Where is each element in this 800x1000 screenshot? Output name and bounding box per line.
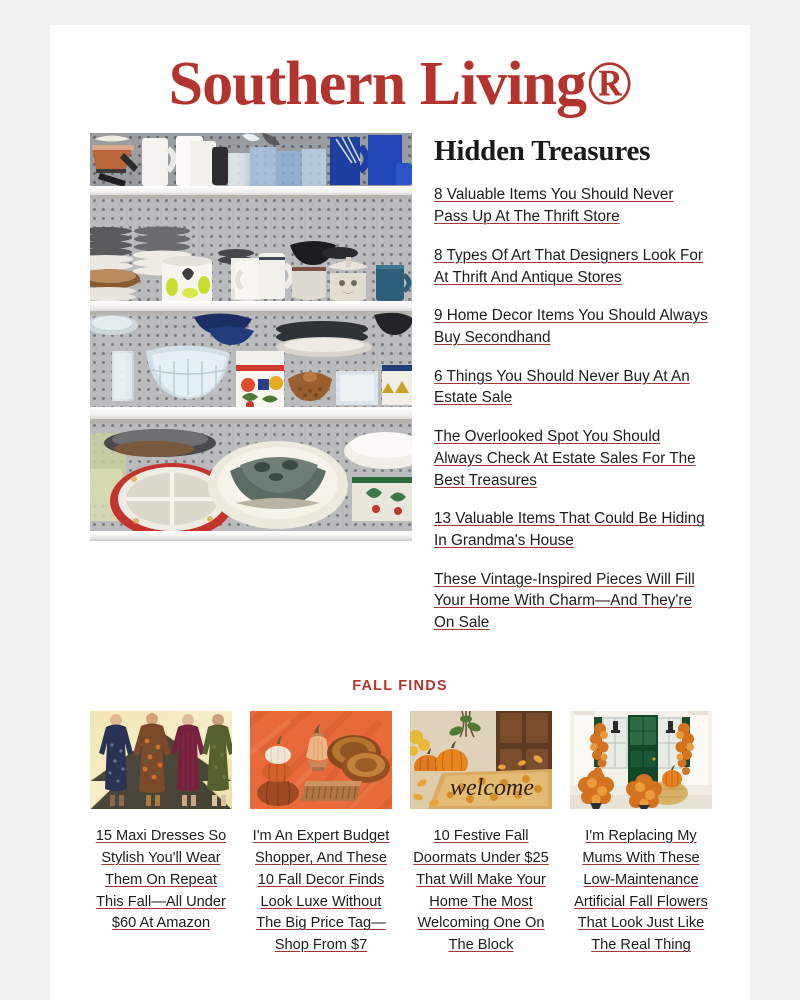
story-link-3[interactable]: 9 Home Decor Items You Should Always Buy Secondhand	[434, 307, 708, 346]
list-item	[434, 366, 710, 409]
fall-finds-link-1[interactable]: 15 Maxi Dresses So Stylish You'll Wear Them On Repeat This Fall—All Under $60 At Amazon	[95, 827, 227, 932]
list-item	[434, 184, 710, 227]
fall-finds-heading: FALL FINDS	[352, 677, 448, 694]
story-link-1[interactable]: 8 Valuable Items You Should Never Pass Up At The Thrift Store	[434, 186, 674, 226]
list-item	[434, 245, 710, 288]
newsletter-body	[50, 25, 750, 1000]
fall-finds-card-2	[250, 711, 392, 957]
fall-decor-finds-image[interactable]	[250, 711, 392, 809]
story-link-7[interactable]: These Vintage-Inspired Pieces Will Fill Your Home With Charm—And They're On Sale	[434, 570, 695, 632]
fall-doormat-image[interactable]	[410, 711, 552, 809]
registered-trademark-icon: ®	[586, 50, 632, 118]
page-title: Hidden Treasures	[434, 135, 651, 167]
masthead	[50, 25, 750, 133]
artificial-fall-flowers-image[interactable]	[570, 711, 712, 809]
list-item	[434, 569, 710, 634]
svg-text:welcome: welcome	[450, 774, 534, 801]
hero-text-column	[434, 133, 710, 634]
list-item	[434, 508, 710, 551]
fall-finds-link-3[interactable]: 10 Festive Fall Doormats Under $25 That Will Make Your Home The Most Welcoming One On The Block	[413, 827, 549, 954]
story-link-2[interactable]: 8 Types Of Art That Designers Look For At Thrift And Antique Stores	[434, 246, 703, 286]
story-link-5[interactable]: The Overlooked Spot You Should Always Check At Estate Sales For The Best Treasures	[434, 428, 696, 489]
fall-finds-card-4	[570, 711, 712, 957]
thrift-store-shelf-image[interactable]	[90, 133, 412, 541]
list-item	[434, 305, 710, 348]
fall-finds-section	[50, 678, 750, 957]
hero-figure	[90, 133, 412, 541]
fall-finds-card-3	[410, 711, 552, 957]
story-link-6[interactable]: 13 Valuable Items That Could Be Hiding In Grandma's House	[434, 510, 705, 549]
brand-logo-text: Southern Living	[168, 50, 587, 118]
fall-finds-link-4[interactable]: I'm Replacing My Mums With These Low-Maintenance Artificial Fall Flowers That Look Just Like The Real Thing	[574, 827, 708, 954]
list-item	[434, 426, 710, 491]
maxi-dresses-image[interactable]	[90, 711, 232, 809]
story-link-list	[434, 184, 710, 634]
hidden-treasures-section	[50, 133, 750, 634]
fall-finds-card-1	[90, 711, 232, 935]
story-link-4[interactable]: 6 Things You Should Never Buy At An Estate Sale	[434, 367, 690, 407]
fall-finds-card-grid	[90, 711, 710, 957]
fall-finds-link-2[interactable]: I'm An Expert Budget Shopper, And These 10 Fall Decor Finds Look Luxe Without The Big Price Tag—Shop From $7	[252, 827, 390, 954]
brand-logo[interactable]	[168, 50, 632, 118]
